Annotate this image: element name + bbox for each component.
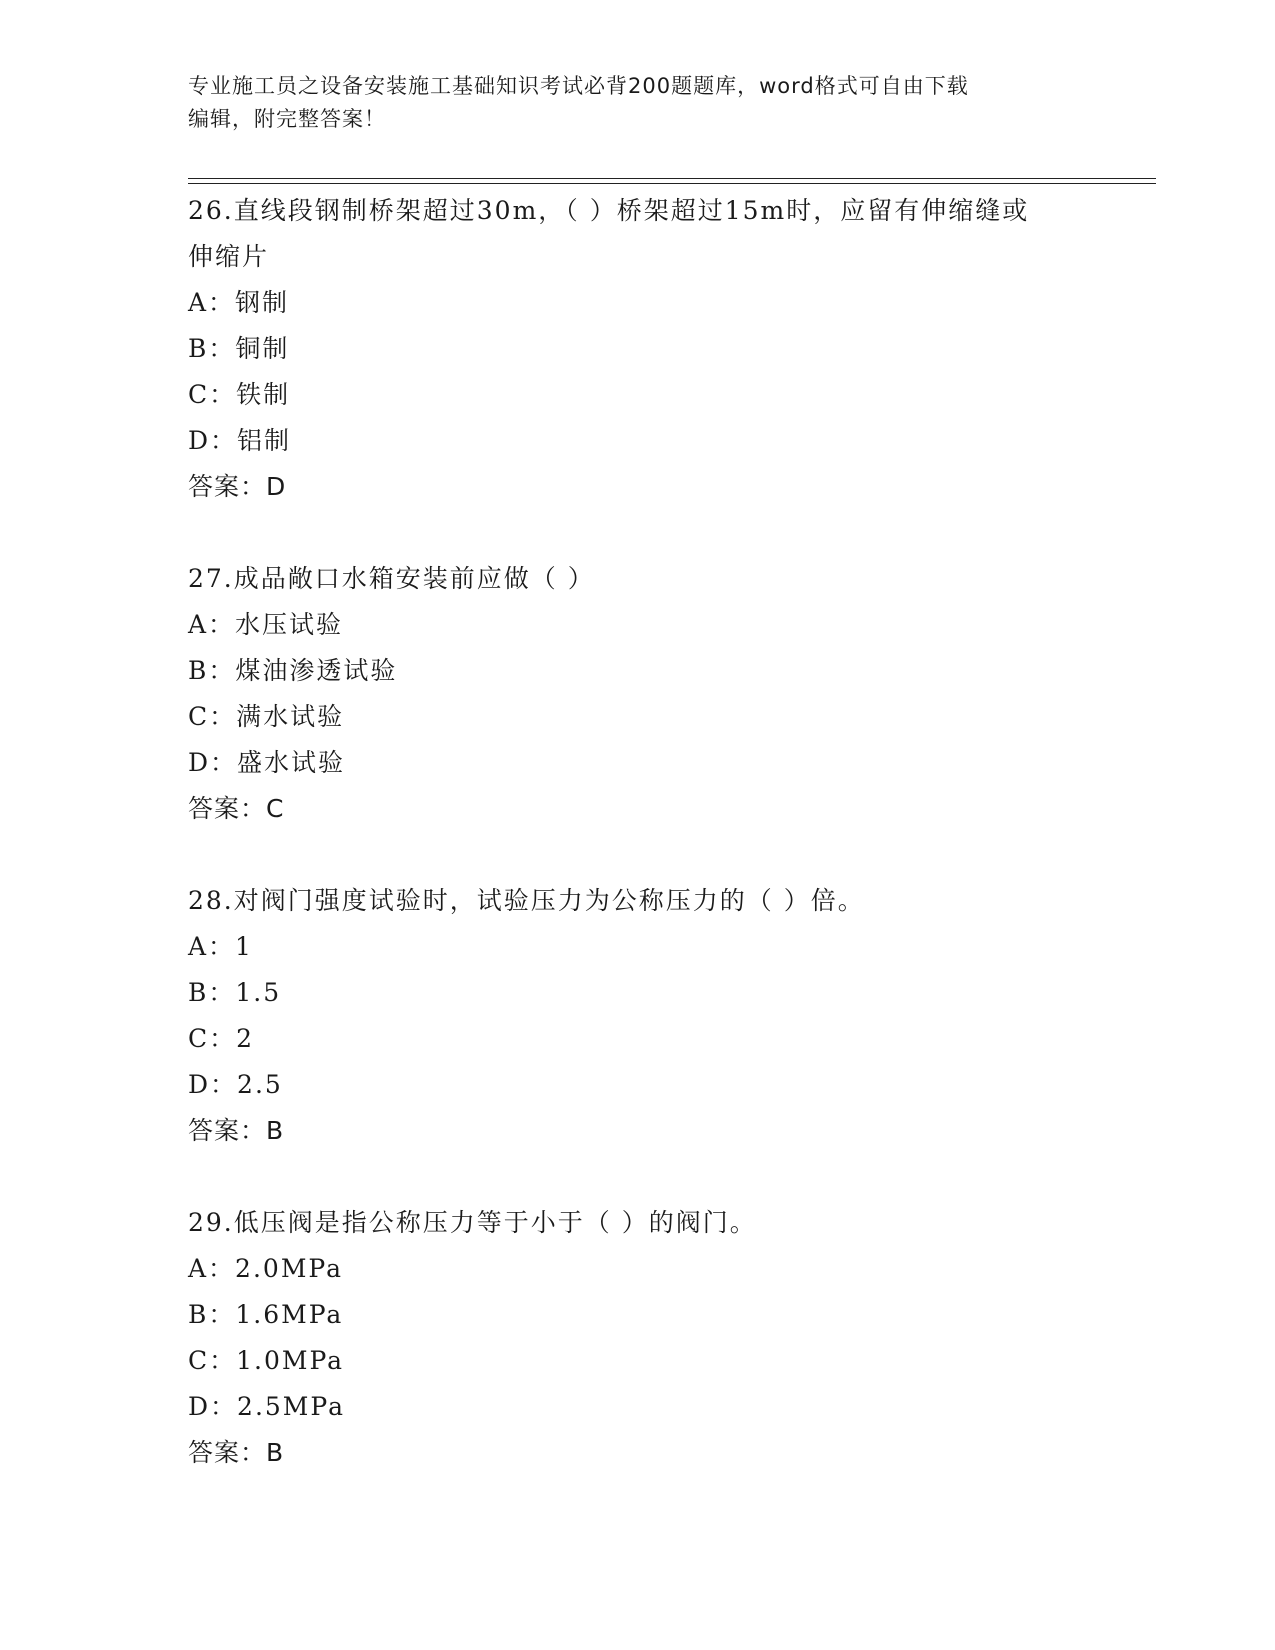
header-divider-bottom — [188, 183, 1156, 184]
question-29 — [188, 1200, 1088, 1476]
option-b: B：铜制 — [188, 334, 290, 363]
answer-line: 答案：D — [188, 472, 287, 501]
question-list — [188, 188, 1088, 1476]
header-line-1: 专业施工员之设备安装施工基础知识考试必背200题题库，word格式可自由下载 — [188, 74, 969, 98]
question-spacer — [188, 1154, 1088, 1200]
option-a: A：水压试验 — [188, 610, 344, 639]
option-d: D：盛水试验 — [188, 748, 346, 777]
header-line-2: 编辑，附完整答案！ — [188, 107, 386, 131]
option-d: D：2.5 — [188, 1070, 283, 1099]
question-stem: 26.直线段钢制桥架超过30m，（ ）桥架超过15m时，应留有伸缩缝或 — [188, 196, 1030, 225]
question-28 — [188, 878, 1088, 1154]
question-stem: 28.对阀门强度试验时，试验压力为公称压力的（ ）倍。 — [188, 886, 865, 915]
answer-line: 答案：B — [188, 1116, 285, 1145]
option-c: C：满水试验 — [188, 702, 345, 731]
option-a: A：钢制 — [188, 288, 290, 317]
option-a: A：1 — [188, 932, 253, 961]
question-spacer — [188, 510, 1088, 556]
document-header — [188, 70, 1088, 136]
header-divider-top — [188, 178, 1156, 179]
option-a: A：2.0MPa — [188, 1254, 344, 1283]
option-c: C：1.0MPa — [188, 1346, 345, 1375]
option-b: B：1.6MPa — [188, 1300, 344, 1329]
question-spacer — [188, 832, 1088, 878]
option-c: C：2 — [188, 1024, 255, 1053]
option-c: C：铁制 — [188, 380, 291, 409]
option-d: D：铝制 — [188, 426, 292, 455]
question-stem: 29.低压阀是指公称压力等于小于（ ）的阀门。 — [188, 1208, 757, 1237]
option-d: D：2.5MPa — [188, 1392, 346, 1421]
question-stem: 27.成品敞口水箱安装前应做（ ） — [188, 564, 595, 593]
answer-line: 答案：B — [188, 1438, 285, 1467]
question-27 — [188, 556, 1088, 832]
answer-line: 答案：C — [188, 794, 285, 823]
option-b: B：1.5 — [188, 978, 282, 1007]
question-26 — [188, 188, 1088, 510]
option-b: B：煤油渗透试验 — [188, 656, 398, 685]
question-stem-continued: 伸缩片 — [188, 242, 270, 271]
